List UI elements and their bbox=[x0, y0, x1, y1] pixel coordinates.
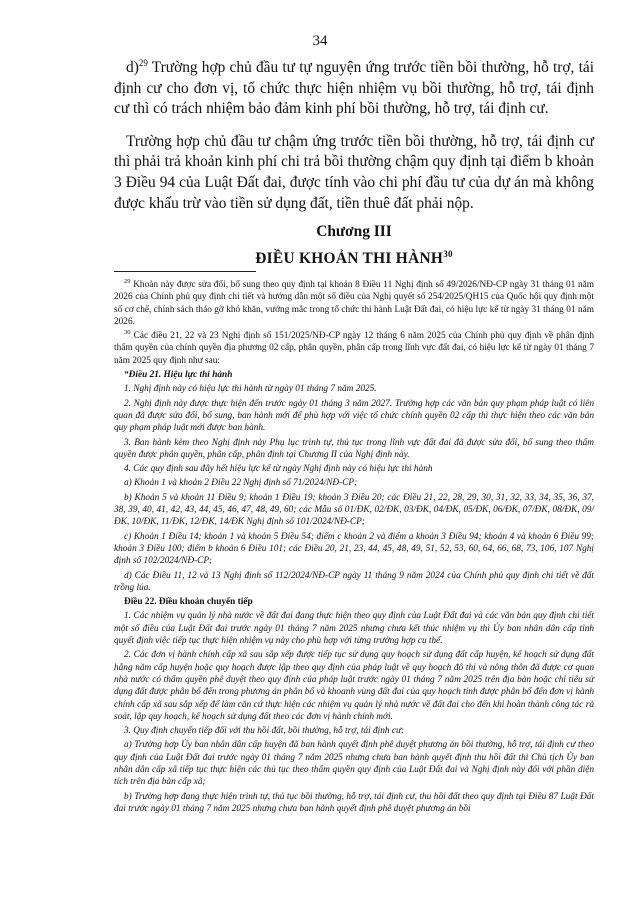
article-21-clause-3: 3. Ban hành kèm theo Nghị định này Phụ lục trình tự, thủ tục trong lĩnh vực đất đai đã được sửa đổi, bổ sung theo thẩm quyền được phân quyền, phân cấp, phân định tại Chương II của Nghị định này. bbox=[114, 437, 594, 460]
article-21-clause-4b: b) Khoản 5 và khoản 11 Điều 9; khoản 1 Điều 19; khoản 3 Điều 20; các Điều 21, 22, 28, 29, 30, 31, 32, 33, 34, 35, 36, 37, 38, 39, 40, 41, 42, 43, 44, 45, 46, 47, 48, 49, 60; các Mẫu số 01/ĐK, 02/ĐK, 03/ĐK, 04/ĐK, 05/ĐK, 06/ĐK, 07/ĐK, 08/ĐK, 09/ĐK, 10/ĐK, 11/ĐK, 12/ĐK, 14/ĐK Nghị định số 101/2024/NĐ-CP; bbox=[114, 492, 594, 528]
footnote-ref-29[interactable]: 29 bbox=[138, 58, 148, 68]
footnote-ref-30[interactable]: 30 bbox=[443, 248, 453, 259]
article-21-title: “Điều 21. Hiệu lực thi hành bbox=[124, 370, 233, 381]
footnotes bbox=[114, 279, 594, 817]
article-21-clause-4c: c) Khoản 1 Điều 14; khoản 1 và khoản 5 Điều 54; điểm c khoản 2 và điểm a khoản 3 Điều 94; khoản 4 và khoản 6 Điều 99; khoản 3 Điều 100; điểm b khoản 6 Điều 101; các Điều 20, 21, 23, 44, 45, 48, 49, 51, 52, 53, 60, 64, 66, 68, 73, 106, 107 Nghị định số 102/2024/NĐ-CP; bbox=[114, 531, 594, 567]
article-22-clause-3a: a) Trường hợp Ủy ban nhân dân cấp huyện đã ban hành quyết định phê duyệt phương án bồi thường, hỗ trợ, tái định cư theo quy định của Luật Đất đai trước ngày 01 tháng 7 năm 2025 nhưng chưa ban hành quyết định thu hồi đất thì Chủ tịch Ủy ban nhân dân cấp xã tiếp tục thực hiện các thủ tục theo thẩm quyền quy định của Luật Đất đai và Nghị định này đối với phần diện tích trên địa bàn cấp xã; bbox=[114, 740, 594, 788]
footnote-29-marker: 29 bbox=[124, 278, 131, 285]
paragraph-late-advance: Trường hợp chủ đầu tư chậm ứng trước tiền bồi thường, hỗ trợ, tái định cư thì phải trả khoản kinh phí chi trả bồi thường chậm quy định tại điểm b khoản 3 Điều 94 của Luật Đất đai, được tính vào chi phí đầu tư của dự án mà không được khấu trừ vào tiền sử dụng đất, tiền thuê đất phải nộp. bbox=[114, 132, 594, 212]
page-number: 34 bbox=[312, 33, 328, 49]
article-22-clause-1: 1. Các nhiệm vụ quản lý nhà nước về đất đai đang thực hiện theo quy định của Luật Đất đai và các văn bản quy định chi tiết một số điều của Luật Đất đai trước ngày 01 tháng 7 năm 2025 nhưng chưa kết thúc nhiệm vụ thì Ủy ban nhân dân cấp tỉnh quyết định việc tiếp tục thực hiện nhiệm vụ này cho phù hợp với từng trường hợp cụ thể. bbox=[114, 611, 594, 647]
article-21-clause-1: 1. Nghị định này có hiệu lực thi hành từ ngày 01 tháng 7 năm 2025. bbox=[124, 384, 377, 395]
article-22-title: Điều 22. Điều khoản chuyển tiếp bbox=[124, 597, 253, 608]
footnote-30 bbox=[114, 330, 594, 367]
footnote-29 bbox=[114, 279, 594, 328]
article-21-clause-4d: d) Các Điều 11, 12 và 13 Nghị định số 112/2024/NĐ-CP ngày 11 tháng 9 năm 2024 của Chính phủ quy định chi tiết về đất trồng lúa. bbox=[114, 570, 594, 593]
article-22-clause-3b: b) Trường hợp đang thực hiện trình tự, thủ tục bồi thường, hỗ trợ, tái định cư, thu hồi đất theo quy định tại Điều 87 Luật Đất đai trước ngày 01 tháng 7 năm 2025 nhưng chưa ban hành quyết định phê duyệt phương án bồi bbox=[114, 791, 594, 814]
article-22-clause-2: 2. Các đơn vị hành chính cấp xã sau sắp xếp được tiếp tục sử dụng quy hoạch sử dụng đất cấp huyện, kế hoạch sử dụng đất hằng năm cấp huyện hoặc quy hoạch được lập theo quy định của pháp luật về quy hoạch đô thị và nông thôn đã được cơ quan nhà nước có thẩm quyền phê duyệt theo quy định của pháp luật trước ngày 01 tháng 7 năm 2025 trên địa bàn hoặc chỉ tiêu sử dụng đất được phân bổ đến trong phương án phân bổ và khoanh vùng đất đai của quy hoạch tỉnh được phân bổ đến đơn vị hành chính cấp xã sau sắp xếp để làm căn cứ thực hiện các nhiệm vụ quản lý nhà nước về đất đai cho đến khi hoàn thành công tác rà soát, lập quy hoạch, kế hoạch sử dụng đất theo các đơn vị hành chính mới. bbox=[114, 650, 594, 722]
chapter-heading: Chương III bbox=[316, 223, 392, 241]
article-21-clause-2: 2. Nghị định này được thực hiện đến trước ngày 01 tháng 3 năm 2027. Trường hợp các văn bản quy phạm pháp luật có liên quan đã được sửa đổi, bổ sung, ban hành mới để phù hợp với việc tổ chức chính quyền 02 cấp thì thực hiện theo các văn bản quy phạm pháp luật mới được ban hành. bbox=[114, 398, 594, 434]
paragraph-d-prefix: d) bbox=[126, 59, 139, 76]
footnote-30-marker: 30 bbox=[124, 329, 131, 337]
article-21-clause-4: 4. Các quy định sau đây hết hiệu lực kể từ ngày Nghị định này có hiệu lực thi hành bbox=[124, 464, 433, 475]
footnote-separator bbox=[114, 271, 256, 272]
paragraph-d-text: Trường hợp chủ đầu tư tự nguyện ứng trước tiền bồi thường, hỗ trợ, tái định cư cho đơn vị, tổ chức thực hiện nhiệm vụ bồi thường, hỗ trợ, tái định cư thì có trách nhiệm bảo đảm kinh phí bồi thường, hỗ trợ, tái định cư. bbox=[114, 59, 594, 118]
chapter-title bbox=[114, 249, 594, 270]
footnote-30-text: Các điều 21, 22 và 23 Nghị định số 151/2025/NĐ-CP ngày 12 tháng 6 năm 2025 của Chính phủ quy định về phân định thẩm quyền của chính quyền địa phương 02 cấp, phân quyền, phân cấp trong lĩnh vực đất đai, có hiệu lực kể từ ngày 01 tháng 7 năm 2025 quy định như sau: bbox=[114, 331, 594, 366]
paragraph-d bbox=[114, 58, 594, 120]
article-21-clause-4a: a) Khoản 1 và khoản 2 Điều 22 Nghị định số 71/2024/NĐ-CP; bbox=[124, 478, 358, 489]
chapter-title-text: ĐIỀU KHOẢN THI HÀNH bbox=[255, 249, 444, 267]
footnote-29-text: Khoản này được sửa đổi, bổ sung theo quy định tại khoản 8 Điều 11 Nghị định số 49/2026/NĐ-CP ngày 31 tháng 01 năm 2026 của Chính phủ quy định chi tiết và hướng dẫn một số điều của Nghị quyết số 254/2025/QH15 của Quốc hội quy định một số cơ chế, chính sách tháo gỡ khó khăn, vướng mắc trong tổ chức thi hành Luật Đất đai, có hiệu lực kể từ ngày 31 tháng 01 năm 2026. bbox=[114, 280, 594, 327]
article-22-clause-3: 3. Quy định chuyển tiếp đối với thu hồi đất, bồi thường, hỗ trợ, tái định cư: bbox=[124, 726, 405, 737]
main-body bbox=[114, 58, 594, 269]
